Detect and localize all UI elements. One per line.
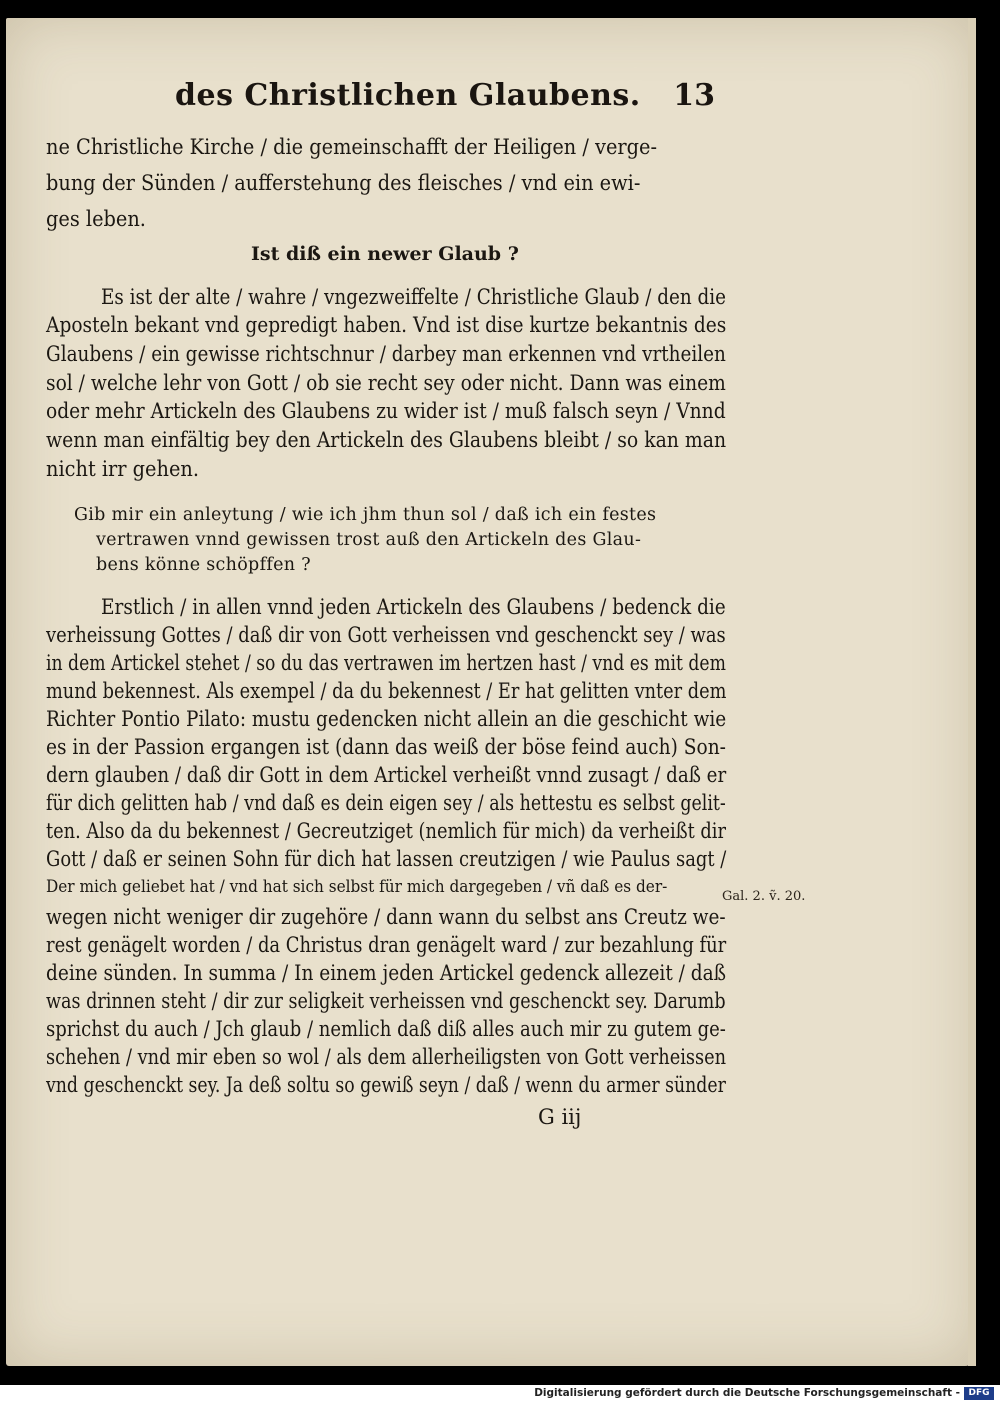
- text-line: ten. Also da du bekennest / Gecreutziget (nemlich für mich) da verheißt dir: [46, 819, 726, 844]
- text-line: ne Christliche Kirche / die gemeinschafft der Heiligen / verge-: [46, 135, 658, 160]
- running-title: des Christlichen Glaubens.: [175, 78, 641, 113]
- text-line: nicht irr gehen.: [46, 457, 199, 482]
- page-edge: [968, 18, 976, 1366]
- text-line: Aposteln bekant vnd gepredigt haben. Vnd ist dise kurtze bekantnis des: [46, 313, 727, 338]
- text-line: Gott / daß er seinen Sohn für dich hat lassen creutzigen / wie Paulus sagt /: [46, 847, 727, 872]
- text-line: wegen nicht weniger dir zugehöre / dann wann du selbst ans Creutz we-: [46, 905, 726, 930]
- text-line: bung der Sünden / aufferstehung des fleisches / vnd ein ewi-: [46, 171, 641, 196]
- question-line: Gib mir ein anleytung / wie ich jhm thun sol / daß ich ein festes: [74, 505, 657, 525]
- text-line: oder mehr Artickeln des Glaubens zu wider ist / muß falsch seyn / Vnnd: [46, 399, 726, 424]
- text-line: schehen / vnd mir eben so wol / als dem allerheiligsten von Gott verheissen: [46, 1045, 727, 1070]
- question-line: vertrawen vnnd gewissen trost auß den Artickeln des Glau-: [96, 530, 642, 550]
- text-line: rest genägelt worden / da Christus dran genägelt ward / zur bezahlung für: [46, 933, 727, 958]
- text-line: ges leben.: [46, 207, 146, 232]
- dfg-logo: DFG: [964, 1387, 994, 1400]
- text-line: mund bekennest. Als exempel / da du bekennest / Er hat gelitten vnter dem: [46, 679, 727, 704]
- text-line: dern glauben / daß dir Gott in dem Artickel verheißt vnnd zusagt / daß er: [46, 763, 727, 788]
- text-line: Richter Pontio Pilato: mustu gedencken nicht allein an die geschicht wie: [46, 707, 727, 732]
- text-line: für dich gelitten hab / vnd daß es dein eigen sey / als hettestu es selbst gelit-: [46, 791, 726, 816]
- marginal-note: Gal. 2. ṽ. 20.: [722, 889, 806, 904]
- question-line: bens könne schöpffen ?: [96, 555, 311, 575]
- text-line: Glaubens / ein gewisse richtschnur / darbey man erkennen vnd vrtheilen: [46, 342, 726, 367]
- text-line: sol / welche lehr von Gott / ob sie recht sey oder nicht. Dann was einem: [46, 371, 726, 396]
- text-line: sprichst du auch / Jch glaub / nemlich daß diß alles auch mir zu gutem ge-: [46, 1017, 726, 1042]
- text-line: in dem Artickel stehet / so du das vertrawen im hertzen hast / vnd es mit dem: [46, 651, 726, 676]
- text-line: deine sünden. In summa / In einem jeden Artickel gedenck allezeit / daß: [46, 961, 727, 986]
- funding-credit: Digitalisierung gefördert durch die Deutsche Forschungsgemeinschaft -: [534, 1387, 960, 1399]
- signature-mark: G iij: [538, 1105, 582, 1129]
- text-line: vnd geschenckt sey. Ja deß soltu so gewiß seyn / daß / wenn du armer sünder: [46, 1073, 726, 1098]
- text-line: wenn man einfältig bey den Artickeln des Glaubens bleibt / so kan man: [46, 428, 727, 453]
- footer-bar: [0, 1385, 1000, 1403]
- text-line: Der mich geliebet hat / vnd hat sich selbst für mich dargegeben / vñ daß es der-: [46, 877, 668, 897]
- text-line: es in der Passion ergangen ist (dann das weiß der böse feind auch) Son-: [46, 735, 726, 760]
- text-line: was drinnen steht / dir zur seligkeit verheissen vnd geschenckt sey. Darumb: [46, 989, 726, 1014]
- page-header: [175, 78, 715, 128]
- text-line: verheissung Gottes / daß dir von Gott verheissen vnd geschenckt sey / was: [46, 623, 726, 648]
- text-line: Es ist der alte / wahre / vngezweiffelte / Christliche Glaub / den die: [101, 285, 726, 310]
- question-heading: Ist diß ein newer Glaub ?: [251, 243, 519, 265]
- page-number: 13: [673, 78, 715, 113]
- text-line: Erstlich / in allen vnnd jeden Artickeln des Glaubens / bedenck die: [101, 595, 726, 620]
